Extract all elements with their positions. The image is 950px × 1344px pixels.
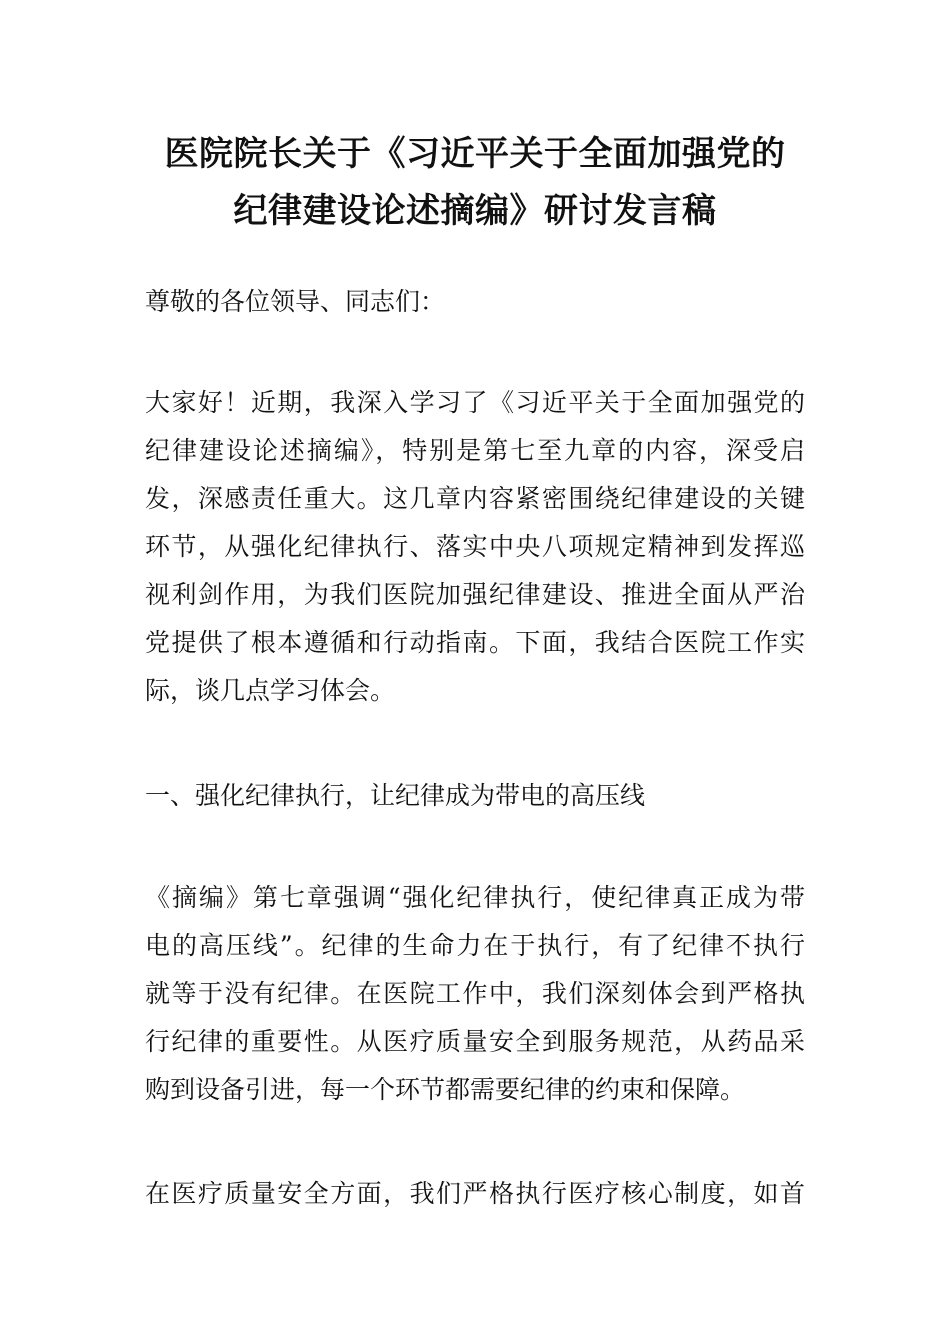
section-1-line-2: 电的高压线”。纪律的生命力在于执行，有了纪律不执行	[145, 931, 805, 960]
section-1-line-1: 《摘编》第七章强调“强化纪律执行，使纪律真正成为带	[145, 883, 805, 912]
intro-line-3: 发，深感责任重大。这几章内容紧密围绕纪律建设的关键	[145, 484, 805, 513]
salutation: 尊敬的各位领导、同志们：	[145, 287, 446, 316]
intro-line-2: 纪律建设论述摘编》，特别是第七至九章的内容，深受启	[145, 436, 805, 465]
document-title	[130, 126, 820, 240]
intro-line-6: 党提供了根本遵循和行动指南。下面，我结合医院工作实	[145, 628, 805, 657]
section-1-line-4: 行纪律的重要性。从医疗质量安全到服务规范，从药品采	[145, 1027, 805, 1056]
section-1-line-3: 就等于没有纪律。在医院工作中，我们深刻体会到严格执	[145, 979, 805, 1008]
title-line-1: 医院院长关于《习近平关于全面加强党的	[164, 134, 786, 174]
intro-line-4: 环节，从强化纪律执行、落实中央八项规定精神到发挥巡	[145, 532, 805, 561]
intro-line-1: 大家好！近期，我深入学习了《习近平关于全面加强党的	[145, 388, 805, 417]
section-1-line-5: 购到设备引进，每一个环节都需要纪律的约束和保障。	[145, 1075, 746, 1104]
intro-line-7: 际，谈几点学习体会。	[145, 676, 396, 705]
title-line-2: 纪律建设论述摘编》研讨发言稿	[233, 191, 717, 231]
intro-line-5: 视利剑作用，为我们医院加强纪律建设、推进全面从严治	[145, 580, 805, 609]
section-1-para-2-line-1: 在医疗质量安全方面，我们严格执行医疗核心制度，如首	[145, 1179, 805, 1208]
section-1-heading: 一、强化纪律执行，让纪律成为带电的高压线	[145, 781, 646, 810]
